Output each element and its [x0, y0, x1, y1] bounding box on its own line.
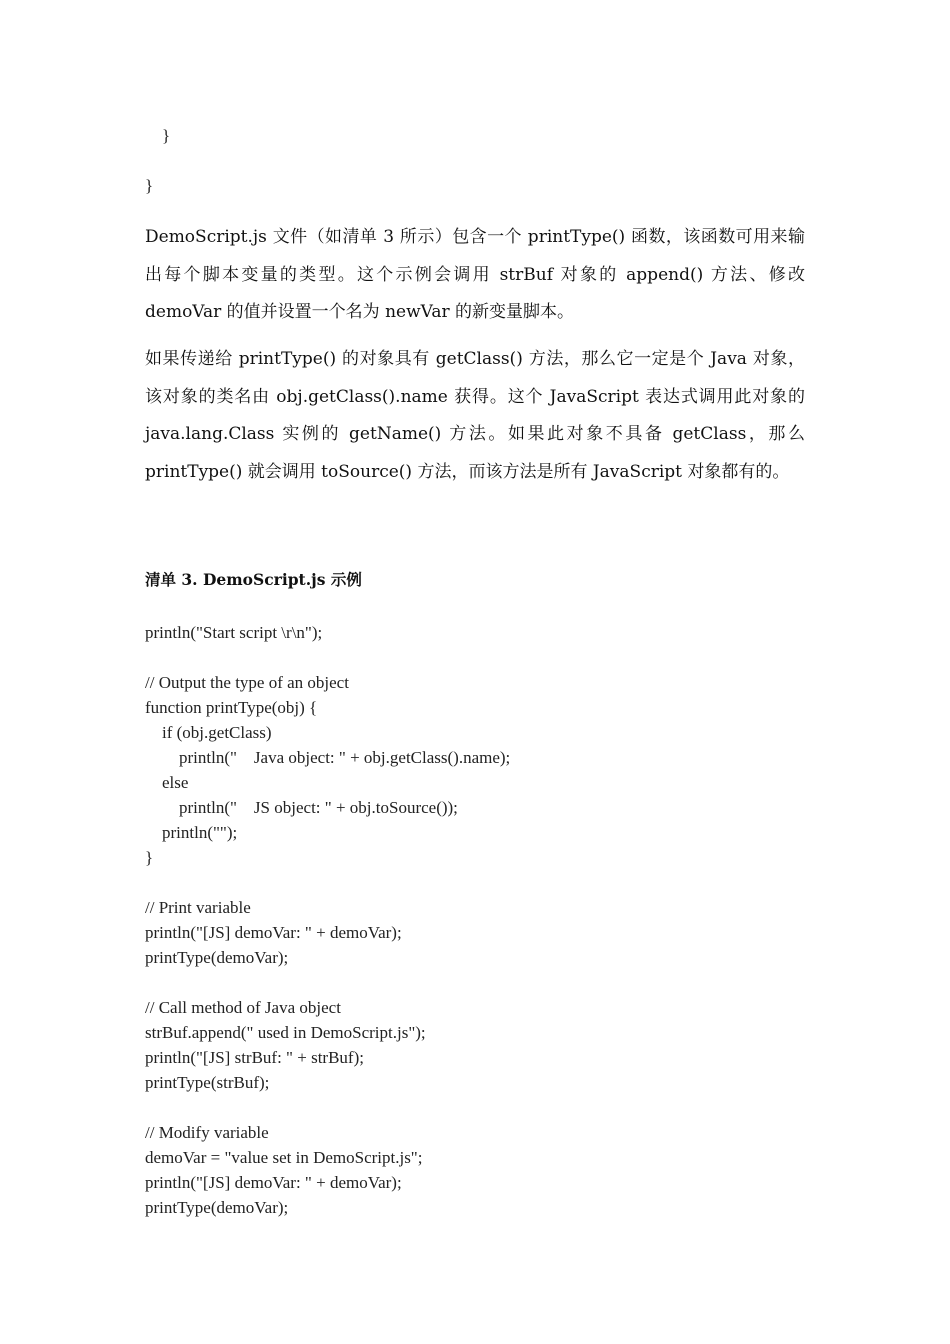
code-line: printType(demoVar);: [145, 1198, 289, 1217]
code-line: }: [145, 848, 154, 867]
code-line: function printType(obj) {: [145, 698, 318, 717]
code-blank-line: [145, 870, 510, 895]
paragraph-getclass-description: 如果传递给 printType() 的对象具有 getClass() 方法，那么它一定是个 Java 对象，该对象的类名由 obj.getClass().name 获得。这个 JavaScript 表达式调用此对象的 java.lang.Class 实例的 getName() 方法。如果此对象不具备 getClass，那么 printType() 就会调用 toSource() 方法，而该方法是所有 JavaScript 对象都有的。: [145, 349, 805, 482]
code-line: else: [145, 773, 189, 792]
code-line: println(" Java object: " + obj.getClass().name);: [145, 748, 511, 767]
code-line: // Print variable: [145, 898, 251, 917]
code-line: strBuf.append(" used in DemoScript.js");: [145, 1023, 426, 1042]
code-listing: [145, 620, 510, 1220]
code-line: printType(demoVar);: [145, 948, 289, 967]
code-blank-line: [145, 970, 510, 995]
code-line: println("[JS] strBuf: " + strBuf);: [145, 1048, 364, 1067]
code-blank-line: [145, 1095, 510, 1120]
code-line: println("Start script \r\n");: [145, 623, 323, 642]
previous-code-fragment: [145, 123, 170, 198]
code-line: println(" JS object: " + obj.toSource());: [145, 798, 458, 817]
code-line: // Output the type of an object: [145, 673, 349, 692]
code-line: }: [145, 176, 154, 195]
code-line: }: [145, 126, 171, 145]
code-line: printType(strBuf);: [145, 1073, 270, 1092]
code-blank-line: [145, 645, 510, 670]
code-line: // Call method of Java object: [145, 998, 341, 1017]
code-line: println("[JS] demoVar: " + demoVar);: [145, 1173, 402, 1192]
paragraph-printtype-description: DemoScript.js 文件（如清单 3 所示）包含一个 printType() 函数，该函数可用来输出每个脚本变量的类型。这个示例会调用 strBuf 对象的 append() 方法、修改 demoVar 的值并设置一个名为 newVar 的新变量脚本。: [145, 227, 805, 322]
code-line: println("");: [145, 823, 238, 842]
listing-title: 清单 3. DemoScript.js 示例: [145, 570, 362, 589]
code-line: demoVar = "value set in DemoScript.js";: [145, 1148, 423, 1167]
code-line: // Modify variable: [145, 1123, 269, 1142]
code-line: if (obj.getClass): [145, 723, 272, 742]
code-line: println("[JS] demoVar: " + demoVar);: [145, 923, 402, 942]
